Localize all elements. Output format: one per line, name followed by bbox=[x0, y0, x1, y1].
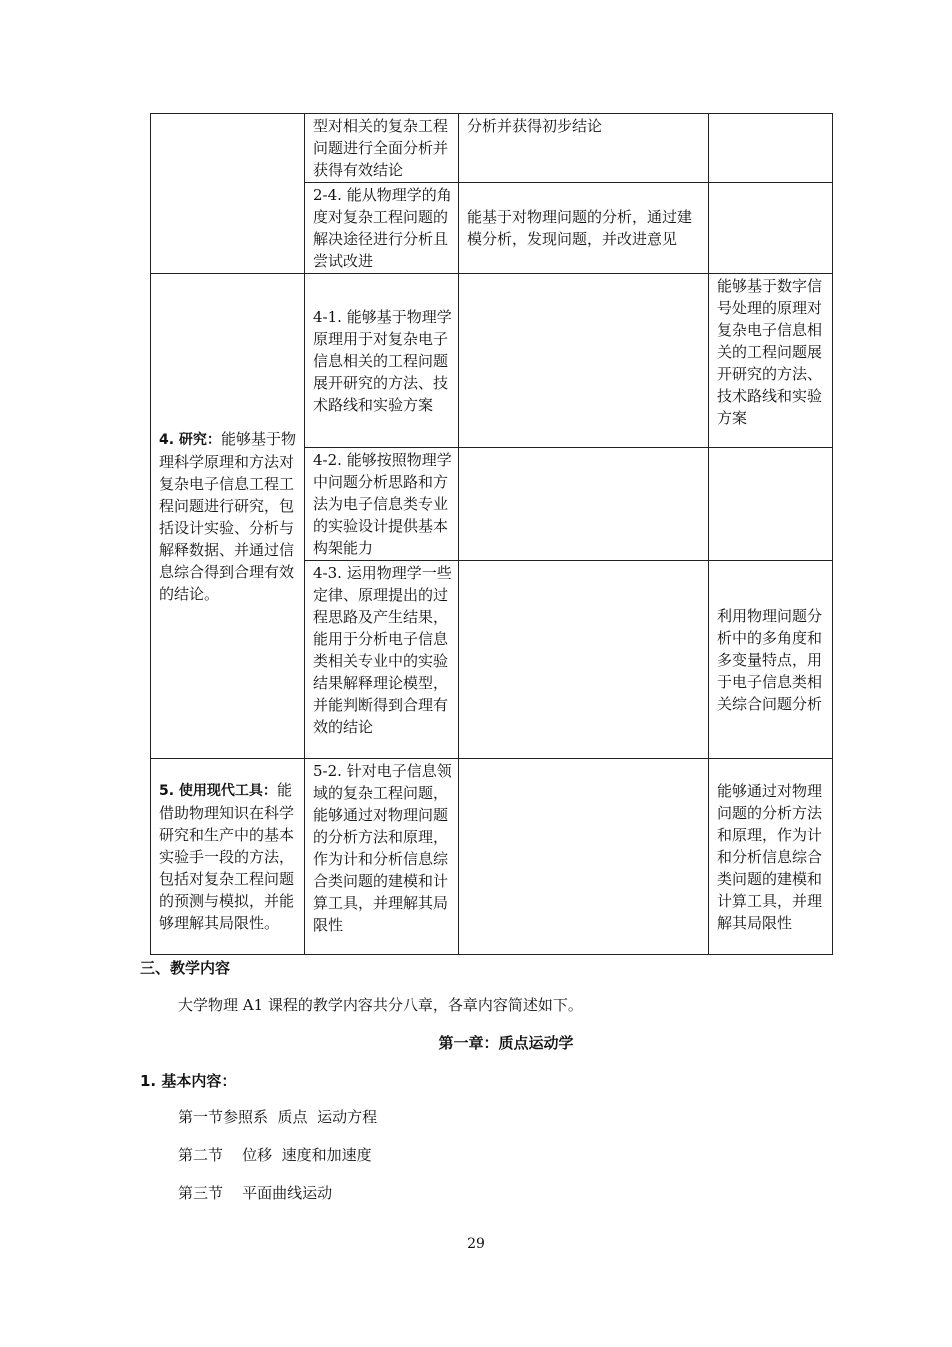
table-cell-indicator: 4-2. 能够按照物理学中问题分析思路和方法为电子信息类专业的实验设计提供基本构架能力 bbox=[305, 448, 459, 561]
table-cell-content: 分析并获得初步结论 bbox=[459, 114, 709, 183]
page-number: 29 bbox=[467, 1236, 485, 1252]
requirement-title: 5. 使用现代工具： bbox=[159, 783, 277, 799]
table-cell-indicator: 2-4. 能从物理学的角度对复杂工程问题的解决途径进行分析且尝试改进 bbox=[305, 183, 459, 274]
table-cell-indicator: 4-1. 能够基于物理学原理用于对复杂电子信息相关的工程问题展开研究的方法、技术路线和实验方案 bbox=[305, 274, 459, 448]
chapter-title: 第一章：质点运动学 bbox=[438, 1034, 574, 1052]
requirement-text: 能够基于物理科学原理和方法对复杂电子信息工程工程问题进行研究，包括设计实验、分析与解释数据、并通过信息综合得到合理有效的结论。 bbox=[159, 429, 296, 603]
intro-paragraph: 大学物理 A1 课程的教学内容共分八章，各章内容简述如下。 bbox=[178, 996, 583, 1014]
table-row bbox=[151, 274, 833, 448]
table-cell-requirement bbox=[151, 759, 305, 955]
chapter-section-line: 第三节 平面曲线运动 bbox=[178, 1184, 333, 1202]
table-cell-content bbox=[459, 561, 709, 759]
chapter-section-line: 第一节参照系 质点 运动方程 bbox=[178, 1108, 378, 1126]
table-cell-requirement bbox=[151, 274, 305, 759]
table-cell-method: 利用物理问题分析中的多角度和多变量特点，用于电子信息类相关综合问题分析 bbox=[709, 561, 833, 759]
sub-heading: 1. 基本内容： bbox=[140, 1072, 237, 1090]
table-cell-method: 能够基于数字信号处理的原理对复杂电子信息相关的工程问题展开研究的方法、技术路线和实验方案 bbox=[709, 274, 833, 448]
table-cell-content bbox=[459, 448, 709, 561]
table-cell-content: 能基于对物理问题的分析，通过建模分析，发现问题，并改进意见 bbox=[459, 183, 709, 274]
table-row bbox=[151, 759, 833, 955]
chapter-section-line: 第二节 位移 速度和加速度 bbox=[178, 1146, 372, 1164]
table-cell-method: 能够通过对物理问题的分析方法和原理，作为计和分析信息综合类问题的建模和计算工具，并理解其局限性 bbox=[709, 759, 833, 955]
table-cell-method bbox=[709, 448, 833, 561]
table-cell-indicator: 5-2. 针对电子信息领域的复杂工程问题，能够通过对物理问题的分析方法和原理，作为计和分析信息综合类问题的建模和计算工具，并理解其局限性 bbox=[305, 759, 459, 955]
table-cell-indicator: 型对相关的复杂工程问题进行全面分析并获得有效结论 bbox=[305, 114, 459, 183]
section-heading: 三、教学内容 bbox=[140, 959, 231, 977]
table-cell-method bbox=[709, 114, 833, 183]
table-cell-indicator: 4-3. 运用物理学一些定律、原理提出的过程思路及产生结果，能用于分析电子信息类相关专业中的实验结果解释理论模型，并能判断得到合理有效的结论 bbox=[305, 561, 459, 759]
table-cell-requirement bbox=[151, 114, 305, 274]
requirement-title: 4. 研究： bbox=[159, 431, 221, 448]
requirement-text: 能借助物理知识在科学研究和生产中的基本实验手一段的方法，包括对复杂工程问题的预测与模拟，并能够理解其局限性。 bbox=[159, 781, 295, 932]
table-cell-content bbox=[459, 274, 709, 448]
table-cell-content bbox=[459, 759, 709, 955]
table-cell-method bbox=[709, 183, 833, 274]
table-row bbox=[151, 114, 833, 183]
requirements-table bbox=[150, 113, 833, 955]
